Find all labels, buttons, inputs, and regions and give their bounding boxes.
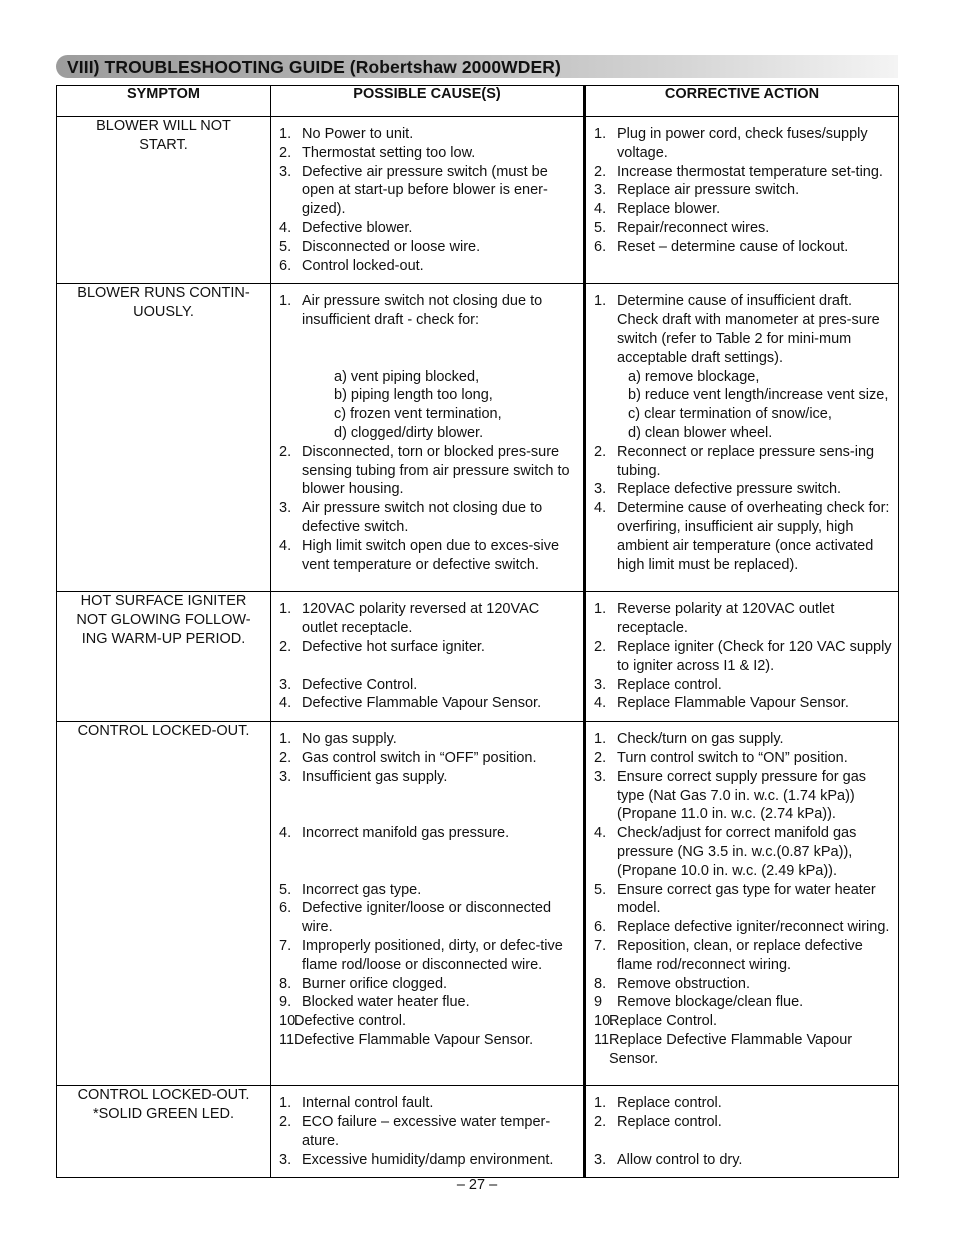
section-banner bbox=[56, 55, 898, 78]
list-item: 4. Determine cause of overheating check for: overfiring, insufficient air supply, high ambient air temperature (once activated high limit must be replaced). bbox=[594, 500, 890, 573]
list-item: 1. Internal control fault. bbox=[279, 1095, 434, 1112]
list-item: 4. Check/adjust for correct manifold gas pressure (NG 3.5 in. w.c.(0.87 kPa)), (Propane 10.0 in. w.c. (2.49 kPa)). bbox=[594, 825, 857, 879]
list-item: 9 Remove blockage/clean flue. bbox=[594, 994, 804, 1011]
list-item: 5. Ensure correct gas type for water heater model. bbox=[594, 881, 876, 917]
table-row bbox=[57, 1086, 899, 1178]
list-item: 2. Defective hot surface igniter. bbox=[279, 638, 485, 655]
list-item: 2. Thermostat setting too low. bbox=[279, 144, 476, 161]
list-item: 1. No gas supply. bbox=[279, 731, 397, 748]
list-item: 2. Replace igniter (Check for 120 VAC supply to igniter across I1 & I2). bbox=[594, 638, 892, 674]
symptom-text: HOT SURFACE IGNITER NOT GLOWING FOLLOW-ING WARM-UP PERIOD. bbox=[76, 593, 251, 648]
list-item: 1. 120VAC polarity reversed at 120VAC outlet receptacle. bbox=[279, 601, 540, 637]
list-item: 3. Excessive humidity/damp environment. bbox=[279, 1151, 554, 1168]
list-item: 1. Reverse polarity at 120VAC outlet receptacle. bbox=[594, 601, 835, 637]
list-item: 6. Reset – determine cause of lockout. bbox=[594, 238, 849, 255]
list-item: 11. Replace Defective Flammable Vapour Sensor. bbox=[594, 1031, 853, 1067]
cause-cell bbox=[271, 592, 585, 722]
list-spacer bbox=[586, 1132, 898, 1151]
list-item: 3. Replace control. bbox=[594, 676, 722, 693]
list-item: 11. Defective Flammable Vapour Sensor. bbox=[279, 1031, 534, 1048]
list-item: 9. Blocked water heater flue. bbox=[279, 994, 470, 1011]
list-item: 4. Defective blower. bbox=[279, 219, 413, 236]
sub-item: a) remove blockage, bbox=[628, 368, 760, 385]
list-item: 2. Reconnect or replace pressure sens-ing tubing. bbox=[594, 443, 875, 479]
list-item: 1. Determine cause of insufficient draft. Check draft with manometer at pres-sure switch (refer to Table 2 for mini-mum acceptable draft settings). a) remove blockage, b) reduce vent length/increase vent size, c) clear termination of snow/ice, d) clean blower wheel. bbox=[586, 292, 898, 442]
cause-cell bbox=[271, 1086, 585, 1178]
list-item: 4. Replace blower. bbox=[594, 201, 721, 218]
list-item: 6. Control locked-out. bbox=[279, 257, 424, 274]
table-row bbox=[57, 592, 899, 722]
symptom-cell bbox=[57, 1086, 271, 1178]
list-item: 3. Ensure correct supply pressure for gas type (Nat Gas 7.0 in. w.c. (1.74 kPa)) (Propane 11.0 in. w.c. (2.74 kPa)). bbox=[594, 768, 867, 823]
list-item: 5. Repair/reconnect wires. bbox=[594, 219, 770, 236]
symptom-text: CONTROL LOCKED-OUT. bbox=[77, 723, 250, 740]
list-item: 7. Improperly positioned, dirty, or defec-tive flame rod/loose or disconnected wire. bbox=[279, 937, 563, 973]
table-header-row bbox=[57, 86, 899, 117]
list-item: 4. Replace Flammable Vapour Sensor. bbox=[594, 695, 849, 712]
page-number: – 27 – bbox=[456, 1177, 498, 1193]
troubleshooting-table bbox=[56, 85, 899, 1178]
list-item: 1. No Power to unit. bbox=[279, 126, 414, 142]
symptom-cell bbox=[57, 592, 271, 722]
list-item: 2. Disconnected, torn or blocked pres-sure sensing tubing from air pressure switch to blower housing. bbox=[279, 443, 570, 498]
list-item: 7. Reposition, clean, or replace defective flame rod/reconnect wiring. bbox=[594, 937, 863, 973]
action-cell bbox=[585, 117, 899, 284]
list-item: 3. Air pressure switch not closing due to defective switch. bbox=[279, 500, 543, 535]
list-spacer bbox=[271, 787, 583, 825]
table-row bbox=[57, 284, 899, 592]
list-item: 4. Incorrect manifold gas pressure. bbox=[279, 825, 510, 842]
list-item: 3. Defective Control. bbox=[279, 676, 418, 693]
symptom-text: CONTROL LOCKED-OUT. *SOLID GREEN LED. bbox=[77, 1087, 250, 1123]
action-cell bbox=[585, 592, 899, 722]
list-spacer bbox=[271, 843, 583, 881]
list-item: 2. Turn control switch to “ON” position. bbox=[594, 749, 848, 766]
sub-item: d) clogged/dirty blower. bbox=[334, 424, 484, 441]
sub-item: c) frozen vent termination, bbox=[334, 406, 502, 423]
sub-item: b) piping length too long, bbox=[334, 387, 493, 404]
list-item: 8. Burner orifice clogged. bbox=[279, 975, 448, 992]
symptom-text: BLOWER RUNS CONTIN-UOUSLY. bbox=[77, 285, 250, 321]
sub-item: b) reduce vent length/increase vent size, bbox=[628, 387, 889, 404]
action-cell bbox=[585, 284, 899, 592]
cause-cell bbox=[271, 117, 585, 284]
header-possible-causes: POSSIBLE CAUSE(S) bbox=[271, 86, 585, 117]
list-item: 6. Replace defective igniter/reconnect wiring. bbox=[594, 919, 890, 936]
action-cell bbox=[585, 722, 899, 1086]
list-item: 3. Replace defective pressure switch. bbox=[594, 481, 842, 498]
list-item: 2. Gas control switch in “OFF” position. bbox=[279, 749, 537, 766]
section-title: VIII) TROUBLESHOOTING GUIDE (Robertshaw 2000WDER) bbox=[67, 57, 561, 77]
list-item: 1. Replace control. bbox=[594, 1095, 722, 1112]
list-spacer bbox=[271, 657, 583, 676]
list-item: 2. ECO failure – excessive water temper-ature. bbox=[279, 1113, 551, 1149]
list-item: 3. Allow control to dry. bbox=[594, 1151, 743, 1168]
list-item: 3. Replace air pressure switch. bbox=[594, 182, 800, 199]
list-item: 6. Defective igniter/loose or disconnected wire. bbox=[279, 900, 552, 936]
list-item: 1. Plug in power cord, check fuses/supply voltage. bbox=[594, 126, 868, 161]
table-row bbox=[57, 117, 899, 284]
symptom-cell bbox=[57, 284, 271, 592]
list-item: 4. High limit switch open due to exces-sive vent temperature or defective switch. bbox=[279, 537, 560, 573]
symptom-cell bbox=[57, 722, 271, 1086]
sub-item: a) vent piping blocked, bbox=[334, 368, 480, 385]
list-item: 4. Defective Flammable Vapour Sensor. bbox=[279, 695, 542, 712]
cause-cell bbox=[271, 722, 585, 1086]
header-corrective-action: CORRECTIVE ACTION bbox=[585, 86, 899, 117]
list-item: 3. Insufficient gas supply. bbox=[279, 768, 448, 785]
list-item: 8. Remove obstruction. bbox=[594, 975, 750, 992]
list-item: 10. Defective control. bbox=[279, 1013, 407, 1030]
table-row bbox=[57, 722, 899, 1086]
list-item: 2. Increase thermostat temperature set-ting. bbox=[594, 163, 883, 180]
list-item: 10. Replace Control. bbox=[594, 1013, 717, 1030]
action-cell bbox=[585, 1086, 899, 1178]
symptom-text: BLOWER WILL NOT START. bbox=[96, 118, 231, 153]
list-item: 5. Incorrect gas type. bbox=[279, 881, 422, 898]
list-item: 1. Air pressure switch not closing due to insufficient draft - check for: a) vent piping blocked, b) piping length too long, c) frozen vent termination, d) clogged/dirty blower. bbox=[271, 292, 583, 442]
sub-item: c) clear termination of snow/ice, bbox=[628, 406, 832, 423]
symptom-cell bbox=[57, 117, 271, 284]
sub-item: d) clean blower wheel. bbox=[628, 424, 773, 441]
list-item: 1. Check/turn on gas supply. bbox=[594, 731, 784, 748]
list-item: 3. Defective air pressure switch (must be open at start-up before blower is ener-gized). bbox=[279, 163, 548, 218]
list-item: 2. Replace control. bbox=[594, 1113, 722, 1130]
header-symptom: SYMPTOM bbox=[57, 86, 271, 117]
list-item: 5. Disconnected or loose wire. bbox=[279, 238, 481, 255]
cause-cell bbox=[271, 284, 585, 592]
